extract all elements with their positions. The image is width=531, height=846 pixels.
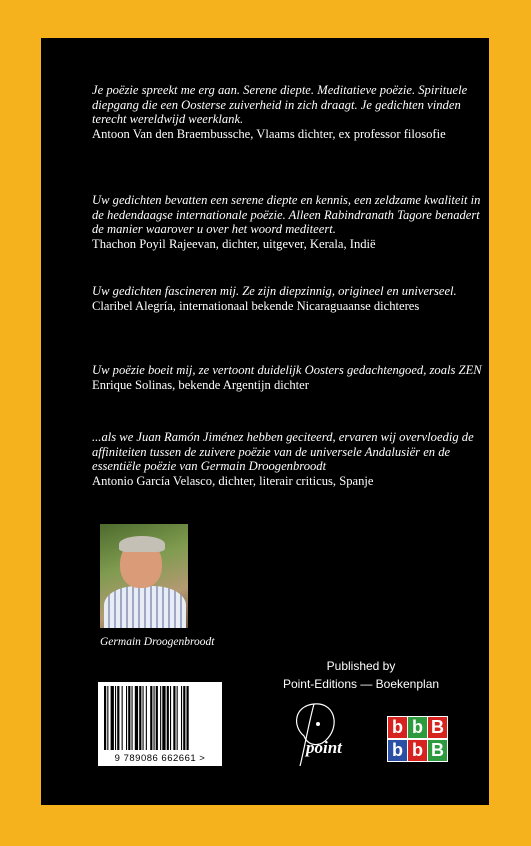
quote-text: ...als we Juan Ramón Jiménez hebben geciteerd, ervaren wij overvloedig de affiniteiten tussen de zuivere poëzie van de universele Andalusiër en de essentiële poëzie van Germain Droogenbroodt <box>92 430 474 473</box>
photo-hair <box>119 536 165 552</box>
quote-author: Thachon Poyil Rajeevan, dichter, uitgever, Kerala, Indië <box>92 236 376 251</box>
quote-text: Je poëzie spreekt me erg aan. Serene diepte. Meditatieve poëzie. Spirituele diepgang die een Oosterse zuiverheid in zich draagt. Je gedichten vinden terecht wereldwijd weerklank. <box>92 83 468 126</box>
point-editions-logo <box>274 696 362 770</box>
quote-text: Uw gedichten bevatten een serene diepte en kennis, een zeldzame kwaliteit in de hedendaagse internationale poëzie. Alleen Rabindranath Tagore benadert de manier waarover u over het woord mediteert. <box>92 193 481 236</box>
photo-shirt <box>104 586 186 628</box>
point-logo-icon <box>274 696 362 770</box>
isbn-number: 9 789086 662661 > <box>114 753 206 764</box>
barcode-bar <box>170 686 171 750</box>
barcode-bar <box>132 686 133 750</box>
quote-author: Enrique Solinas, bekende Argentijn dichter <box>92 377 309 392</box>
photo-caption: Germain Droogenbroodt <box>100 636 215 648</box>
point-logo-text: point <box>306 738 342 757</box>
barcode-bar <box>135 686 138 750</box>
barcode-bars <box>102 686 218 752</box>
quote-text: Uw gedichten fascineren mij. Ze zijn diepzinnig, origineel en universeel. <box>92 284 457 298</box>
barcode-bar <box>143 686 144 750</box>
barcode-bar <box>183 686 185 750</box>
barcode-bar <box>160 686 161 750</box>
barcode-bar <box>187 686 189 750</box>
quote-author: Antonio García Velasco, dichter, literair criticus, Spanje <box>92 473 374 488</box>
isbn-barcode <box>98 682 222 766</box>
barcode-bar <box>104 686 106 750</box>
quote-block-2 <box>92 193 492 251</box>
quote-block-4 <box>92 363 492 392</box>
publisher-line-1: Published by <box>326 659 396 673</box>
bb-cell: b <box>407 716 428 739</box>
publisher-credit <box>261 657 461 693</box>
barcode-bar <box>126 686 127 750</box>
barcode-bar <box>139 686 141 750</box>
bb-cell: b <box>387 716 408 739</box>
bb-cell: b <box>387 739 408 762</box>
boekenplan-logo <box>387 716 447 764</box>
bb-cell: B <box>427 739 448 762</box>
barcode-bar <box>111 686 114 750</box>
barcode-bar <box>181 686 182 750</box>
barcode-bar <box>115 686 116 750</box>
quote-text: Uw poëzie boeit mij, ze vertoont duidelijk Oosters gedachtengoed, zoals ZEN <box>92 363 482 377</box>
barcode-bar <box>162 686 165 750</box>
bb-cell: B <box>427 716 448 739</box>
publisher-line-2: Point-Editions — Boekenplan <box>282 677 440 691</box>
quote-block-1 <box>92 83 492 141</box>
author-photo <box>100 524 188 628</box>
quote-block-3 <box>92 284 492 313</box>
quote-block-5 <box>92 430 492 488</box>
barcode-bar <box>150 686 152 750</box>
barcode-bar <box>128 686 130 750</box>
barcode-bar <box>177 686 178 750</box>
barcode-bar <box>107 686 108 750</box>
bb-cell: b <box>407 739 428 762</box>
barcode-bar <box>173 686 175 750</box>
barcode-bar <box>122 686 123 750</box>
barcode-bar <box>156 686 158 750</box>
barcode-bar <box>154 686 155 750</box>
barcode-bar <box>167 686 169 750</box>
quote-author: Antoon Van den Braembussche, Vlaams dichter, ex professor filosofie <box>92 126 446 141</box>
barcode-bar <box>146 686 147 750</box>
book-back-cover <box>41 38 489 805</box>
quote-author: Claribel Alegría, internationaal bekende Nicaraguaanse dichteres <box>92 298 420 313</box>
barcode-bar <box>117 686 119 750</box>
